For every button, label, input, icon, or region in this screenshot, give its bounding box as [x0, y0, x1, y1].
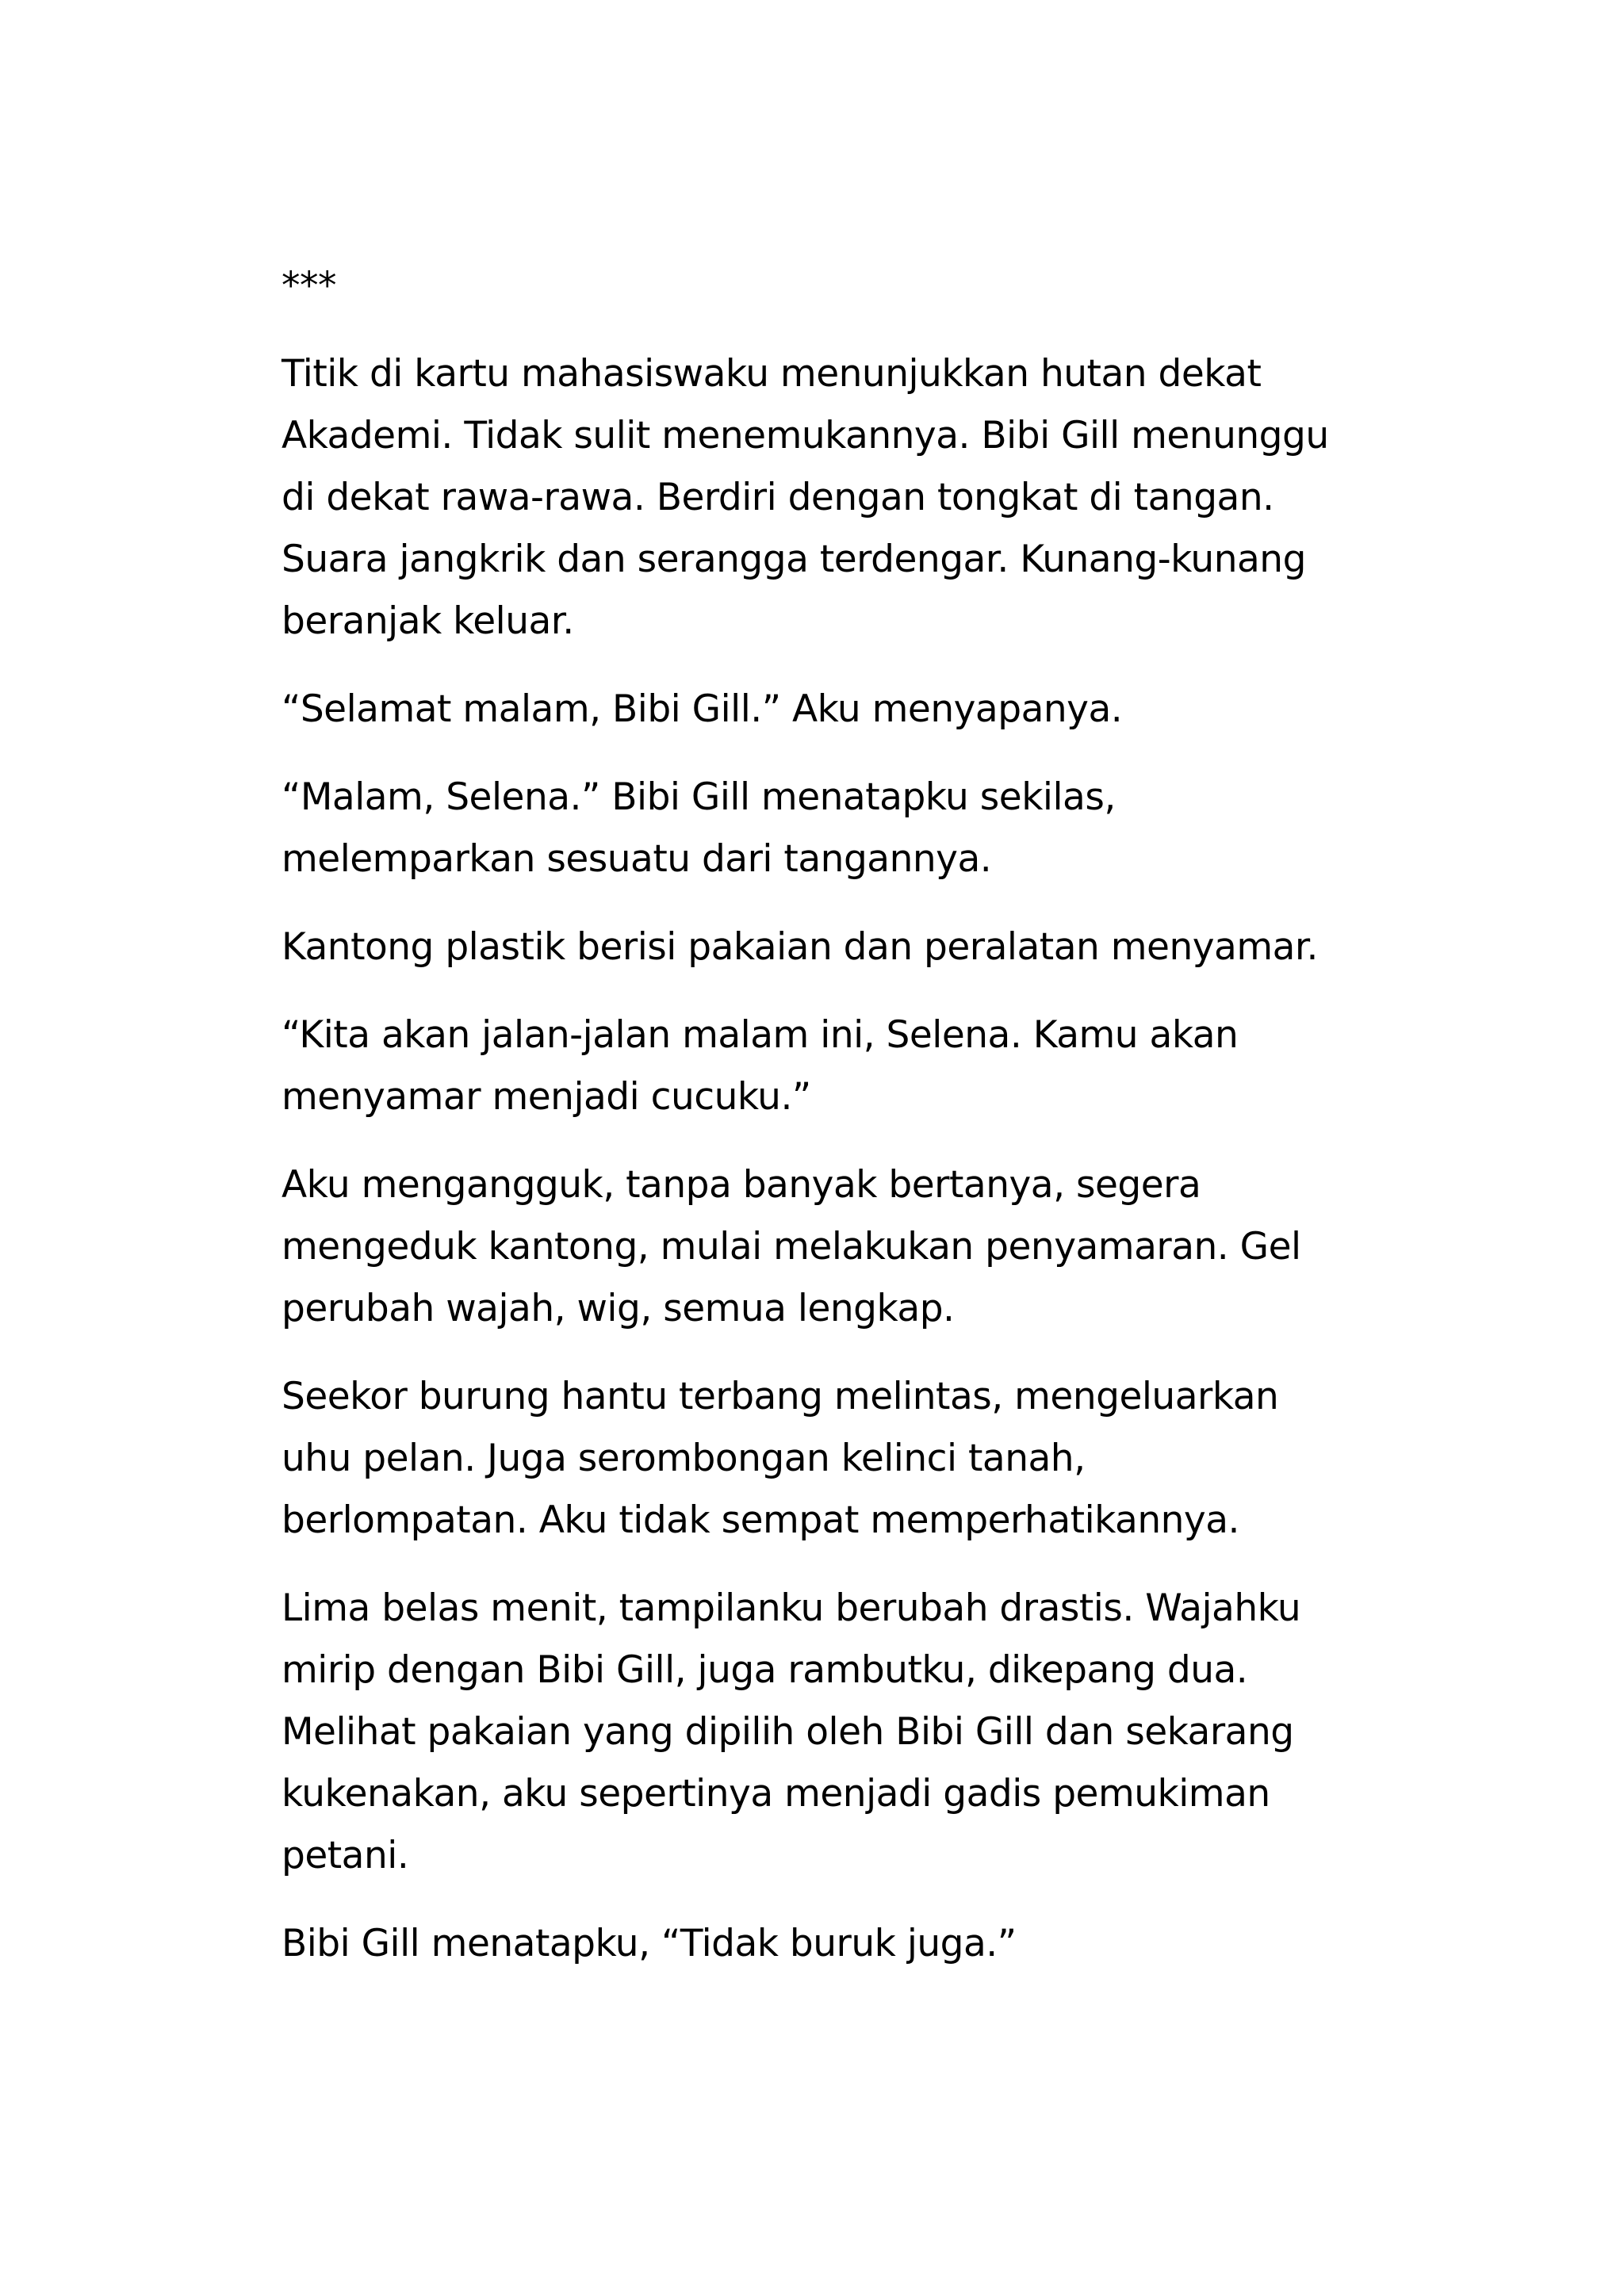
text-line: mengeduk kantong, mulai melakukan penyamaran. Gel	[282, 1225, 1301, 1269]
paragraph-8	[282, 1578, 1392, 1887]
text-line: melemparkan sesuatu dari tangannya.	[282, 837, 992, 881]
text-line: menyamar menjadi cucuku.”	[282, 1075, 811, 1119]
text-line: Aku mengangguk, tanpa banyak bertanya, segera	[282, 1163, 1201, 1207]
text-line: di dekat rawa-rawa. Berdiri dengan tongkat di tangan.	[282, 476, 1274, 519]
text-line: mirip dengan Bibi Gill, juga rambutku, dikepang dua.	[282, 1648, 1248, 1692]
text-line: berlompatan. Aku tidak sempat memperhatikannya.	[282, 1498, 1239, 1542]
text-line: uhu pelan. Juga serombongan kelinci tanah,	[282, 1437, 1086, 1480]
text-line: “Selamat malam, Bibi Gill.” Aku menyapanya.	[282, 687, 1123, 731]
paragraph-9	[282, 1913, 1392, 1975]
paragraph-5	[282, 1004, 1392, 1128]
text-line: Melihat pakaian yang dipilih oleh Bibi Gill dan sekarang	[282, 1710, 1294, 1754]
text-line: Seekor burung hantu terbang melintas, mengeluarkan	[282, 1375, 1279, 1418]
text-line: Kantong plastik berisi pakaian dan peralatan menyamar.	[282, 925, 1318, 969]
paragraph-4	[282, 916, 1392, 978]
text-line: kukenakan, aku sepertinya menjadi gadis pemukiman	[282, 1772, 1270, 1816]
text-line: “Kita akan jalan-jalan malam ini, Selena. Kamu akan	[282, 1013, 1239, 1057]
scene-break: ***	[282, 264, 336, 308]
text-line: Bibi Gill menatapku, “Tidak buruk juga.”	[282, 1922, 1017, 1965]
paragraph-6	[282, 1154, 1392, 1340]
paragraph-7	[282, 1366, 1392, 1552]
body-text	[282, 255, 1392, 2001]
text-line: “Malam, Selena.” Bibi Gill menatapku sekilas,	[282, 775, 1116, 819]
text-line: Akademi. Tidak sulit menemukannya. Bibi Gill menunggu	[282, 414, 1329, 457]
text-line: petani.	[282, 1834, 409, 1877]
paragraph-1	[282, 343, 1392, 652]
text-line: perubah wajah, wig, semua lengkap.	[282, 1287, 955, 1330]
text-line: Suara jangkrik dan serangga terdengar. Kunang-kunang	[282, 538, 1306, 581]
text-line: Titik di kartu mahasiswaku menunjukkan hutan dekat	[282, 352, 1262, 396]
paragraph-2	[282, 679, 1392, 740]
text-line: Lima belas menit, tampilanku berubah drastis. Wajahku	[282, 1586, 1301, 1630]
paragraph-3	[282, 767, 1392, 890]
text-line: beranjak keluar.	[282, 599, 574, 643]
